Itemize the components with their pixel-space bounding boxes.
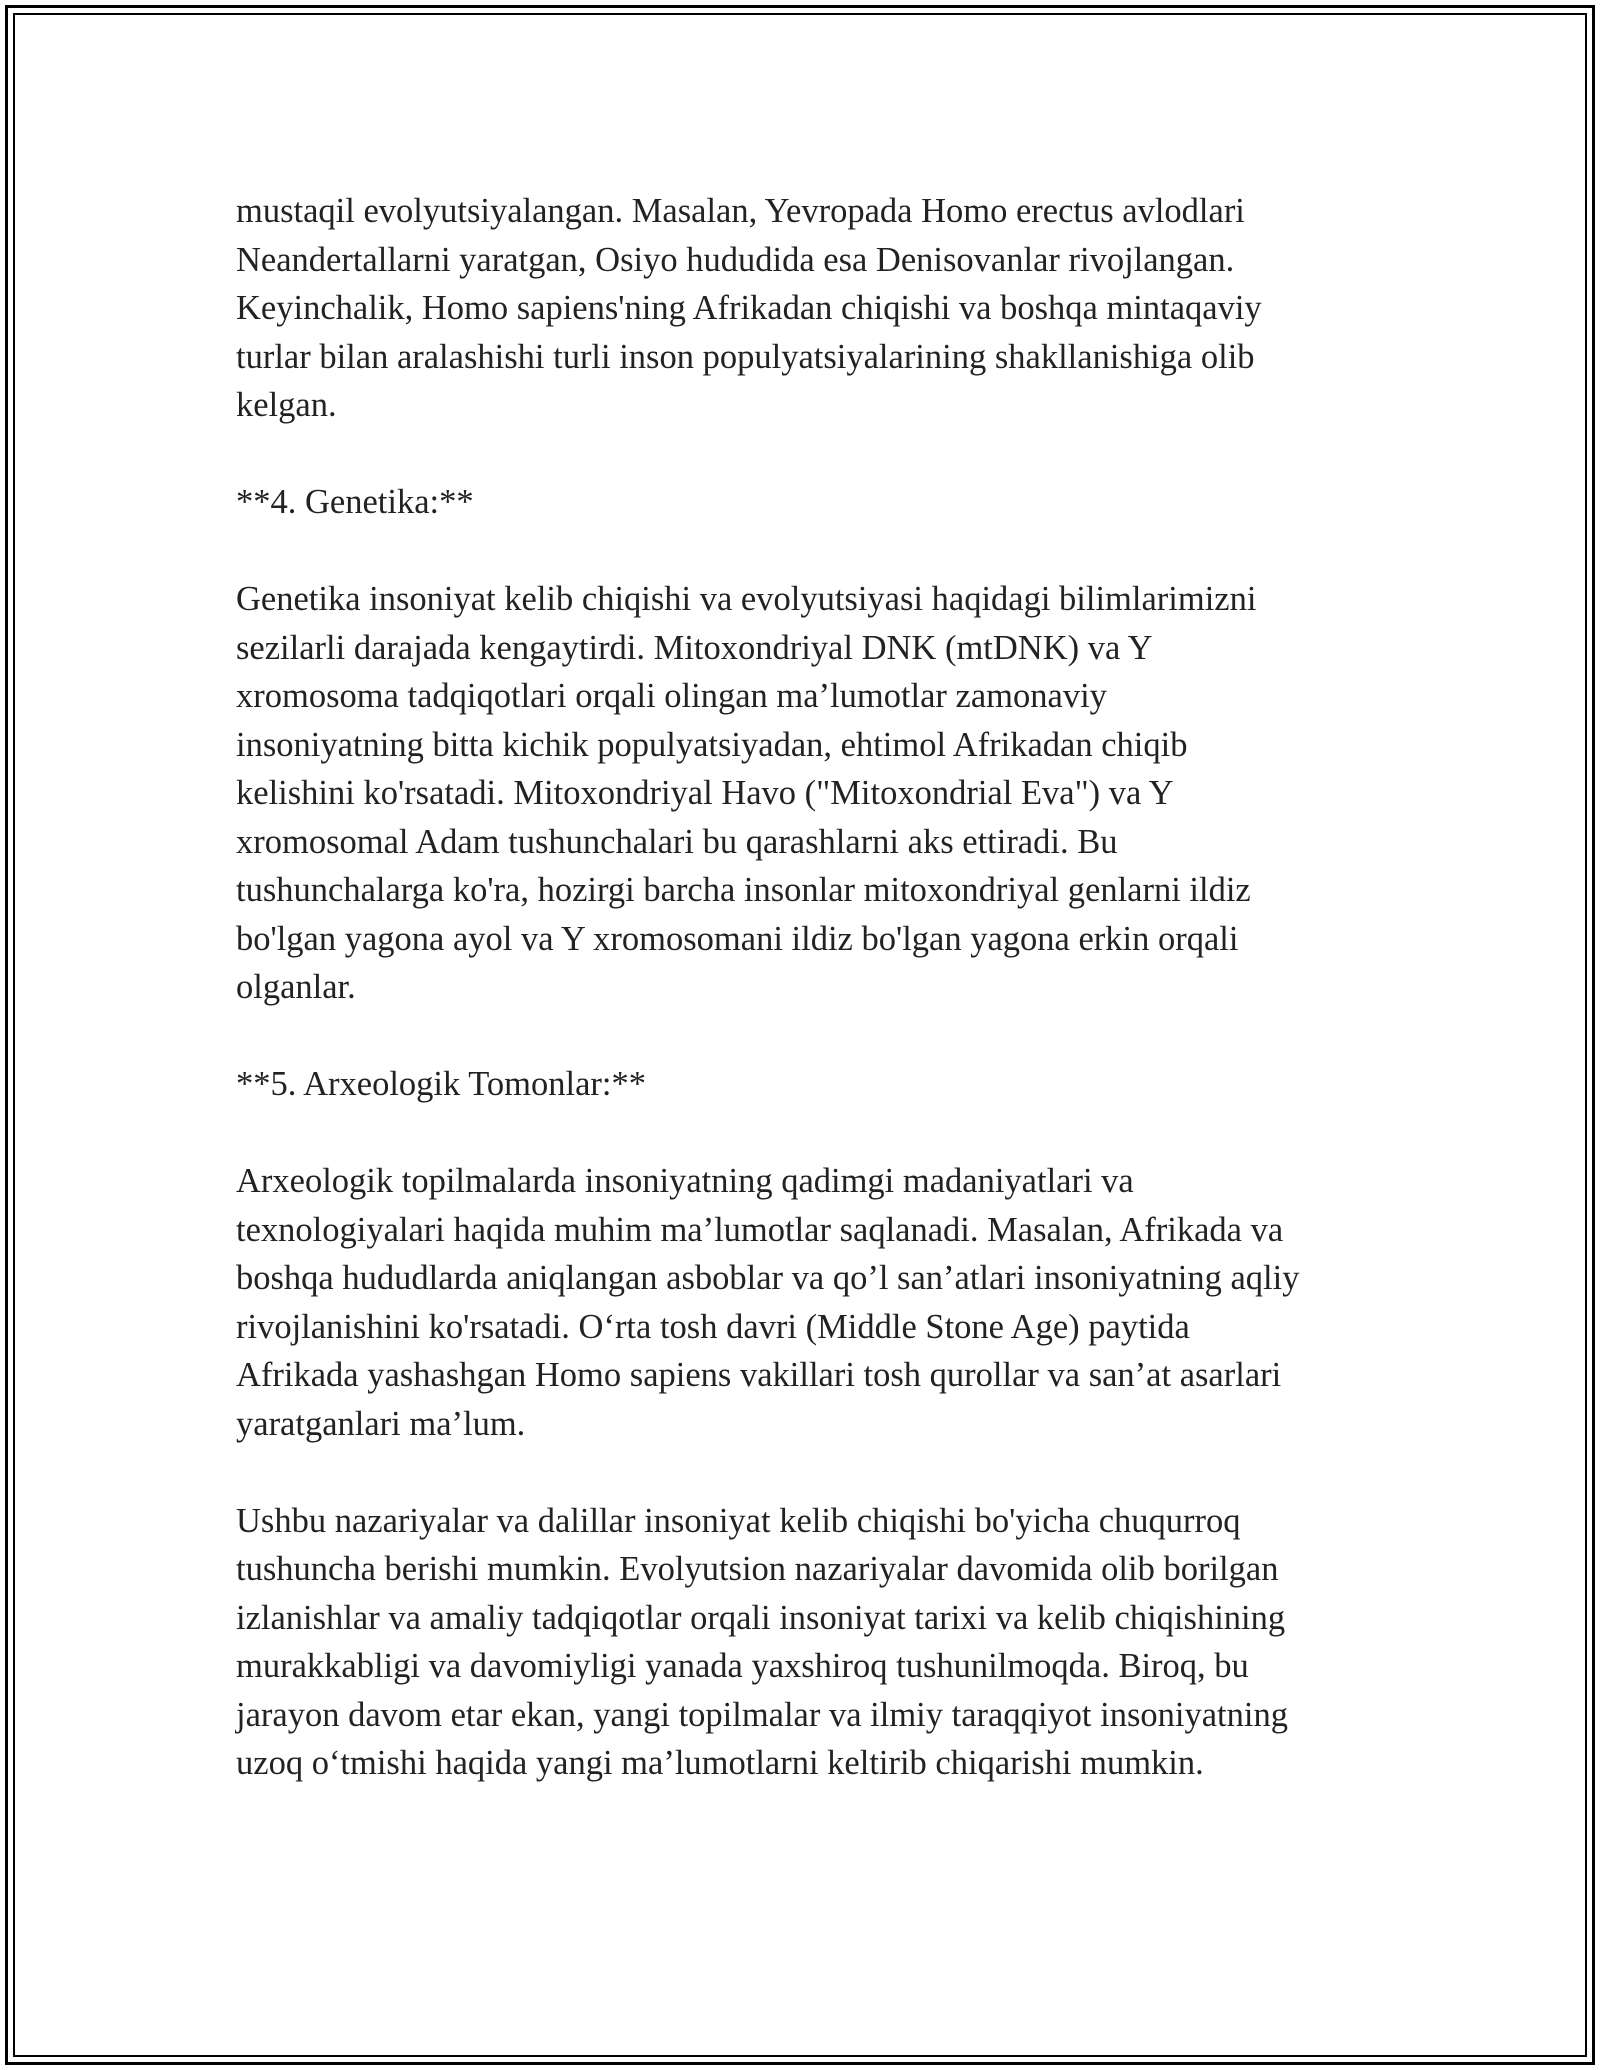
text-line: murakkabligi va davomiyligi yanada yaxshiroq tushunilmoqda. Biroq, bu: [236, 1647, 1249, 1685]
text-line: olganlar.: [236, 968, 356, 1006]
paragraph-conclusion: [236, 1497, 1386, 1788]
section-heading-genetics: [236, 478, 1386, 527]
text-line: Genetika insoniyat kelib chiqishi va evolyutsiyasi haqidagi bilimlarimizni: [236, 580, 1257, 618]
document-body: [236, 187, 1386, 1836]
text-line: boshqa hududlarda aniqlangan asboblar va qo’l san’atlari insoniyatning aqliy: [236, 1259, 1300, 1297]
text-line: kelishini ko'rsatadi. Mitoxondriyal Havo ("Mitoxondrial Eva") va Y: [236, 774, 1174, 812]
text-line: rivojlanishini ko'rsatadi. O‘rta tosh davri (Middle Stone Age) paytida: [236, 1307, 1190, 1346]
heading-text: **4. Genetika:**: [236, 483, 474, 521]
text-line: xromosoma tadqiqotlari orqali olingan ma’lumotlar zamonaviy: [236, 677, 1107, 715]
text-line: Afrikada yashashgan Homo sapiens vakillari tosh qurollar va san’at asarlari: [236, 1356, 1282, 1394]
paragraph-regional-evolution: [236, 187, 1386, 430]
text-line: uzoq o‘tmishi haqida yangi ma’lumotlarni keltirib chiqarishi mumkin.: [236, 1744, 1204, 1782]
heading-text: **5. Arxeologik Tomonlar:**: [236, 1065, 646, 1103]
text-line: texnologiyalari haqida muhim ma’lumotlar saqlanadi. Masalan, Afrikada va: [236, 1210, 1284, 1249]
paragraph-archaeology: [236, 1157, 1386, 1448]
text-line: Arxeologik topilmalarda insoniyatning qadimgi madaniyatlari va: [236, 1162, 1134, 1200]
section-heading-archaeology: [236, 1060, 1386, 1109]
text-line: Neandertallarni yaratgan, Osiyo hududida esa Denisovanlar rivojlangan.: [236, 240, 1235, 279]
text-line: Keyinchalik, Homo sapiens'ning Afrikadan chiqishi va boshqa mintaqaviy: [236, 289, 1262, 327]
text-line: mustaqil evolyutsiyalangan. Masalan, Yevropada Homo erectus avlodlari: [236, 192, 1245, 230]
text-line: jarayon davom etar ekan, yangi topilmalar va ilmiy taraqqiyot insoniyatning: [236, 1695, 1288, 1734]
text-line: insoniyatning bitta kichik populyatsiyadan, ehtimol Afrikadan chiqib: [236, 725, 1188, 764]
text-line: sezilarli darajada kengaytirdi. Mitoxondriyal DNK (mtDNK) va Y: [236, 628, 1153, 667]
text-line: kelgan.: [236, 386, 337, 424]
text-line: Ushbu nazariyalar va dalillar insoniyat kelib chiqishi bo'yicha chuqurroq: [236, 1501, 1241, 1540]
text-line: izlanishlar va amaliy tadqiqotlar orqali insoniyat tarixi va kelib chiqishining: [236, 1598, 1286, 1637]
text-line: xromosomal Adam tushunchalari bu qarashlarni aks ettiradi. Bu: [236, 822, 1118, 861]
text-line: tushuncha berishi mumkin. Evolyutsion nazariyalar davomida olib borilgan: [236, 1550, 1279, 1588]
text-line: yaratganlari ma’lum.: [236, 1404, 526, 1443]
text-line: bo'lgan yagona ayol va Y xromosomani ildiz bo'lgan yagona erkin orqali: [236, 919, 1239, 958]
text-line: tushunchalarga ko'ra, hozirgi barcha insonlar mitoxondriyal genlarni ildiz: [236, 871, 1251, 909]
paragraph-genetics: [236, 575, 1386, 1012]
text-line: turlar bilan aralashishi turli inson populyatsiyalarining shakllanishiga olib: [236, 337, 1255, 376]
